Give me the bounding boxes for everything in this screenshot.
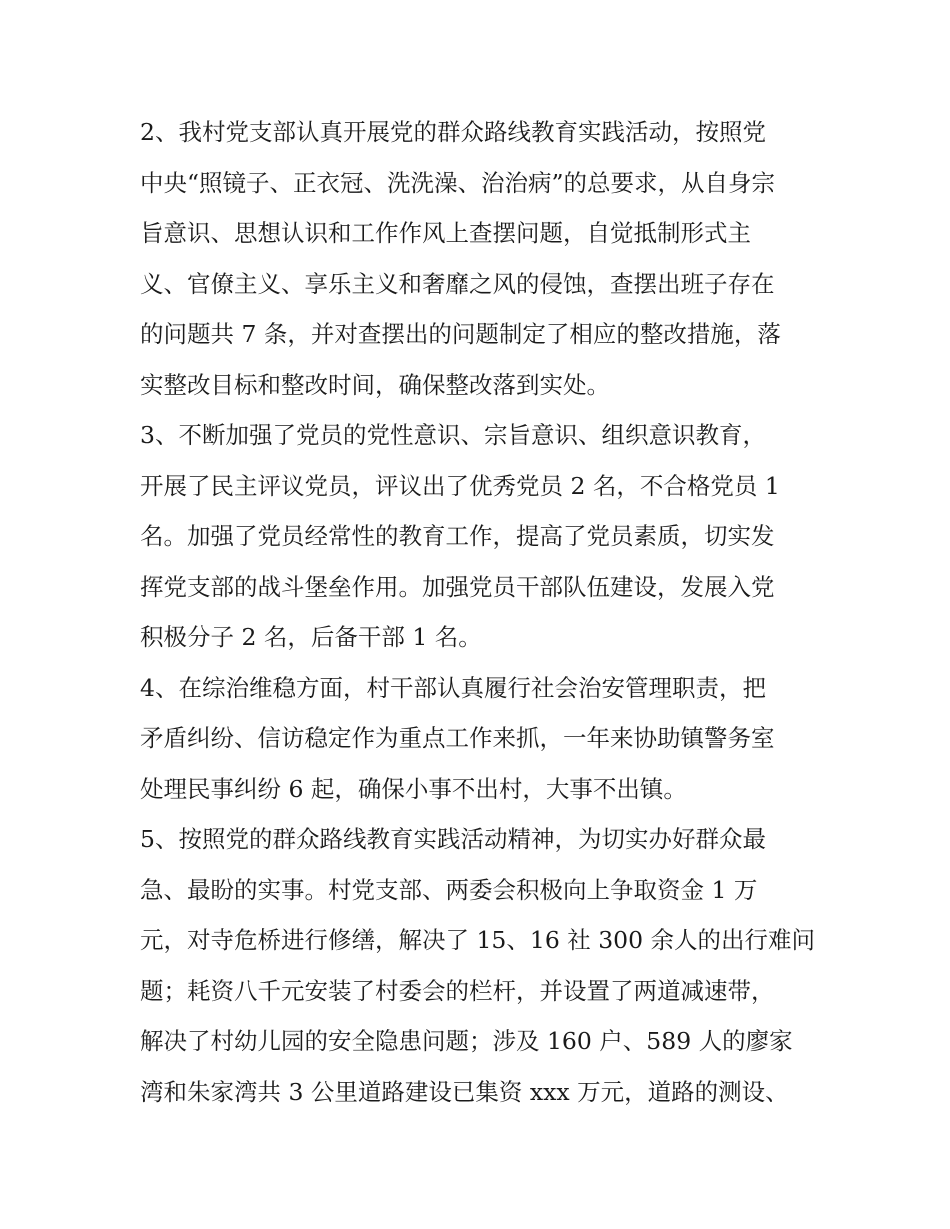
text-line: 中央“照镜子、正衣冠、洗洗澡、治治病”的总要求，从自身宗 bbox=[140, 168, 776, 197]
text-line: 矛盾纠纷、信访稳定作为重点工作来抓，一年来协助镇警务室 bbox=[140, 724, 775, 752]
text-line: 名。加强了党员经常性的教育工作，提高了党员素质，切实发 bbox=[140, 522, 775, 550]
text-line: 实整改目标和整改时间，确保整改落到实处。 bbox=[140, 370, 610, 399]
text-line: 急、最盼的实事。村党支部、两委会积极向上争取资金 1 万 bbox=[140, 875, 758, 904]
paragraph-2 bbox=[140, 107, 820, 410]
paragraph-3 bbox=[140, 410, 820, 663]
text-line: 义、官僚主义、享乐主义和奢靡之风的侵蚀，查摆出班子存在 bbox=[140, 269, 775, 298]
text-line: 旨意识、思想认识和工作作风上查摆问题，自觉抵制形式主 bbox=[140, 219, 751, 247]
text-line: 题；耗资八千元安装了村委会的栏杆，并设置了两道减速带， bbox=[140, 976, 775, 1005]
text-line: 2、我村党支部认真开展党的群众路线教育实践活动，按照党 bbox=[140, 118, 766, 146]
text-line: 的问题共 7 条，并对查摆出的问题制定了相应的整改措施，落 bbox=[140, 320, 781, 348]
text-line: 湾和朱家湾共 3 公里道路建设已集资 xxx 万元，道路的测设、 bbox=[140, 1077, 789, 1106]
text-line: 4、在综治维稳方面，村干部认真履行社会治安管理职责，把 bbox=[140, 673, 766, 702]
text-line: 3、不断加强了党员的党性意识、宗旨意识、组织意识教育， bbox=[140, 421, 766, 449]
paragraph-4 bbox=[140, 663, 820, 815]
text-line: 开展了民主评议党员，评议出了优秀党员 2 名，不合格党员 1 bbox=[140, 471, 780, 500]
text-line: 积极分子 2 名，后备干部 1 名。 bbox=[140, 623, 482, 651]
text-line: 5、按照党的群众路线教育实践活动精神，为切实办好群众最 bbox=[140, 825, 766, 853]
paragraph-5 bbox=[140, 814, 820, 1117]
text-line: 元，对寺危桥进行修缮，解决了 15、16 社 300 余人的出行难问 bbox=[140, 926, 816, 954]
document-page bbox=[140, 107, 820, 1117]
text-line: 解决了村幼儿园的安全隐患问题；涉及 160 户、589 人的廖家 bbox=[140, 1027, 793, 1055]
text-line: 处理民事纠纷 6 起，确保小事不出村，大事不出镇。 bbox=[140, 774, 687, 803]
text-line: 挥党支部的战斗堡垒作用。加强党员干部队伍建设，发展入党 bbox=[140, 572, 775, 601]
